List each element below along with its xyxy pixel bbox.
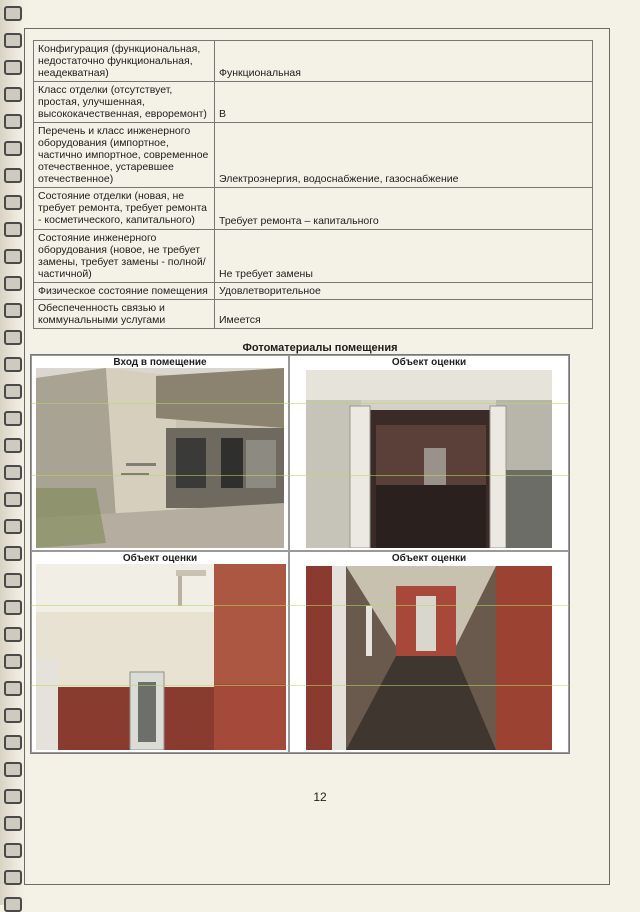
row-value: Не требует замены (215, 230, 593, 283)
binding-coil (4, 411, 22, 426)
property-info-table (33, 40, 593, 329)
table-row (34, 41, 593, 82)
photo-caption: Вход в помещение (32, 357, 288, 368)
corridor-photo (306, 566, 552, 750)
binding-coil (4, 303, 22, 318)
binding-coil (4, 33, 22, 48)
binding-coil (4, 735, 22, 750)
table-row (34, 283, 593, 300)
binding-coil (4, 195, 22, 210)
binding-coil (4, 141, 22, 156)
row-value: Удовлетворительное (215, 283, 593, 300)
binding-coil (4, 249, 22, 264)
binding-coil (4, 357, 22, 372)
binding-coil (4, 438, 22, 453)
row-param: Конфигурация (функциональная, недостаточно функциональная, неадекватная) (34, 41, 215, 82)
page-number: 12 (313, 790, 327, 804)
row-param: Состояние инженерного оборудования (новое, не требует замены, требует замены - полной/частичной) (34, 230, 215, 283)
photo-caption: Объект оценки (290, 357, 568, 368)
photo-caption: Объект оценки (290, 553, 568, 564)
row-value: Требует ремонта – капитального (215, 188, 593, 230)
photo-cell (289, 355, 569, 551)
table-row (34, 230, 593, 283)
photo-cell (31, 551, 289, 753)
row-value: Электроэнергия, водоснабжение, газоснабжение (215, 123, 593, 188)
building-entrance-photo (36, 368, 284, 548)
photo-grid (30, 354, 570, 754)
binding-coil (4, 87, 22, 102)
binding-coil (4, 384, 22, 399)
row-value: Имеется (215, 300, 593, 329)
binding-coil (4, 222, 22, 237)
binding-coil (4, 816, 22, 831)
binding-coil (4, 762, 22, 777)
row-param: Обеспеченность связью и коммунальными услугами (34, 300, 215, 329)
binding-coil (4, 114, 22, 129)
row-param: Состояние отделки (новая, не требует ремонта, требует ремонта - косметического, капитального) (34, 188, 215, 230)
photo-cell (289, 551, 569, 753)
photos-title: Фотоматериалы помещения (242, 342, 398, 354)
table-row (34, 82, 593, 123)
binding-coil (4, 6, 22, 21)
binding-coil (4, 627, 22, 642)
row-value: Функциональная (215, 41, 593, 82)
interior-room-photo (36, 564, 286, 750)
binding-coil (4, 492, 22, 507)
binding-coil (4, 843, 22, 858)
binding-coil (4, 60, 22, 75)
table-row (34, 188, 593, 230)
photo-cell (31, 355, 289, 551)
binding-coil (4, 708, 22, 723)
row-param: Класс отделки (отсутствует, простая, улучшенная, высококачественная, евроремонт) (34, 82, 215, 123)
binding-coil (4, 573, 22, 588)
binding-coil (4, 681, 22, 696)
spiral-binding (0, 0, 26, 905)
binding-coil (4, 870, 22, 885)
photo-caption: Объект оценки (32, 553, 288, 564)
binding-coil (4, 546, 22, 561)
row-value: В (215, 82, 593, 123)
row-param: Перечень и класс инженерного оборудования (импортное, частично импортное, современное отечественное, устаревшее отечественное) (34, 123, 215, 188)
binding-coil (4, 654, 22, 669)
binding-coil (4, 168, 22, 183)
binding-coil (4, 519, 22, 534)
binding-coil (4, 600, 22, 615)
row-param: Физическое состояние помещения (34, 283, 215, 300)
table-row (34, 300, 593, 329)
table-row (34, 123, 593, 188)
interior-doorway-photo (306, 370, 552, 548)
binding-coil (4, 465, 22, 480)
binding-coil (4, 276, 22, 291)
